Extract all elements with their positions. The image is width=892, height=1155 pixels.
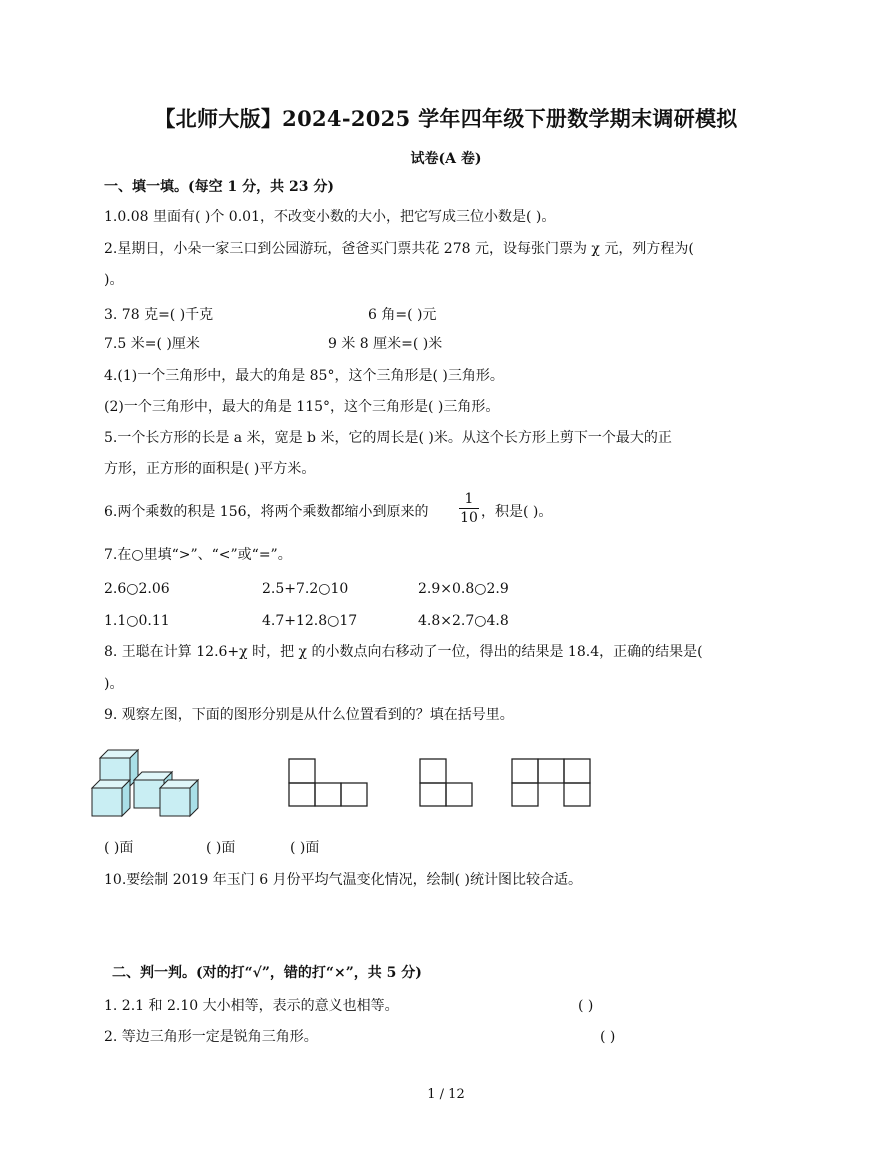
compare-item: 4.8×2.7○4.8 <box>418 613 509 629</box>
question-2-line1: 2.星期日，小朵一家三口到公园游玩，爸爸买门票共花 278 元，设每张门票为 χ 元，列方程为( <box>104 241 694 257</box>
page-subtitle: 试卷(A 卷) <box>410 151 482 167</box>
question-8-line1: 8. 王聪在计算 12.6+χ 时，把 χ 的小数点向右移动了一位，得出的结果是 18.4，正确的结果是( <box>104 644 703 660</box>
question-1: 1.0.08 里面有( )个 0.01，不改变小数的大小，把它写成三位小数是( )。 <box>104 209 556 225</box>
fraction-denominator: 10 <box>460 510 478 526</box>
question-8-line2: )。 <box>104 676 124 692</box>
question-2-line2: )。 <box>104 272 124 288</box>
view-shape-2 <box>419 758 475 808</box>
judge-paren-1: ( ) <box>578 998 594 1014</box>
section2-heading: 二、判一判。(对的打“√”，错的打“×”，共 5 分) <box>112 965 422 981</box>
question-10: 10.要绘制 2019 年玉门 6 月份平均气温变化情况，绘制( )统计图比较合适。 <box>104 872 582 888</box>
question-3-item4: 9 米 8 厘米=( )米 <box>328 336 443 352</box>
fraction-numerator: 1 <box>464 491 474 507</box>
view-shape-3 <box>511 758 593 808</box>
question-6-text: 6.两个乘数的积是 156，将两个乘数都缩小到原来的 <box>104 504 429 520</box>
page-number: 1 / 12 <box>427 1087 465 1102</box>
compare-item: 4.7+12.8○17 <box>262 613 358 629</box>
question-4-part2: (2)一个三角形中，最大的角是 115°，这个三角形是( )三角形。 <box>104 399 500 415</box>
compare-item: 2.6○2.06 <box>104 581 170 597</box>
compare-item: 1.1○0.11 <box>104 613 170 629</box>
question-3-item2: 6 角=( )元 <box>368 307 437 323</box>
view-answer-1: ( )面 <box>104 840 134 856</box>
section1-heading: 一、填一填。(每空 1 分，共 23 分) <box>104 179 334 195</box>
judge-question-1: 1. 2.1 和 2.10 大小相等，表示的意义也相等。 <box>104 998 399 1014</box>
question-5-line1: 5.一个长方形的长是 a 米，宽是 b 米，它的周长是( )米。从这个长方形上剪下一个最大的正 <box>104 430 672 446</box>
question-4-part1: 4.(1)一个三角形中，最大的角是 85°，这个三角形是( )三角形。 <box>104 368 504 384</box>
view-shape-1 <box>288 758 370 808</box>
question-3-item1: 3. 78 克=( )千克 <box>104 307 214 323</box>
question-9: 9. 观察左图，下面的图形分别是从什么位置看到的？填在括号里。 <box>104 707 514 723</box>
question-6-fraction <box>459 491 479 526</box>
question-5-line2: 方形，正方形的面积是( )平方米。 <box>104 461 316 477</box>
question-6-tail: ，积是( )。 <box>481 504 553 520</box>
question-3-item3: 7.5 米=( )厘米 <box>104 336 200 352</box>
view-answer-2: ( )面 <box>206 840 236 856</box>
compare-item: 2.9×0.8○2.9 <box>418 581 509 597</box>
cube-stack-figure <box>88 744 208 820</box>
page-title: 【北师大版】2024-2025 学年四年级下册数学期末调研模拟 <box>154 106 738 131</box>
view-answer-3: ( )面 <box>290 840 320 856</box>
compare-item: 2.5+7.2○10 <box>262 581 349 597</box>
fraction-bar <box>459 508 479 509</box>
judge-question-2: 2. 等边三角形一定是锐角三角形。 <box>104 1029 318 1045</box>
judge-paren-2: ( ) <box>600 1029 616 1045</box>
question-7: 7.在○里填“>”、“<”或“=”。 <box>104 547 292 563</box>
